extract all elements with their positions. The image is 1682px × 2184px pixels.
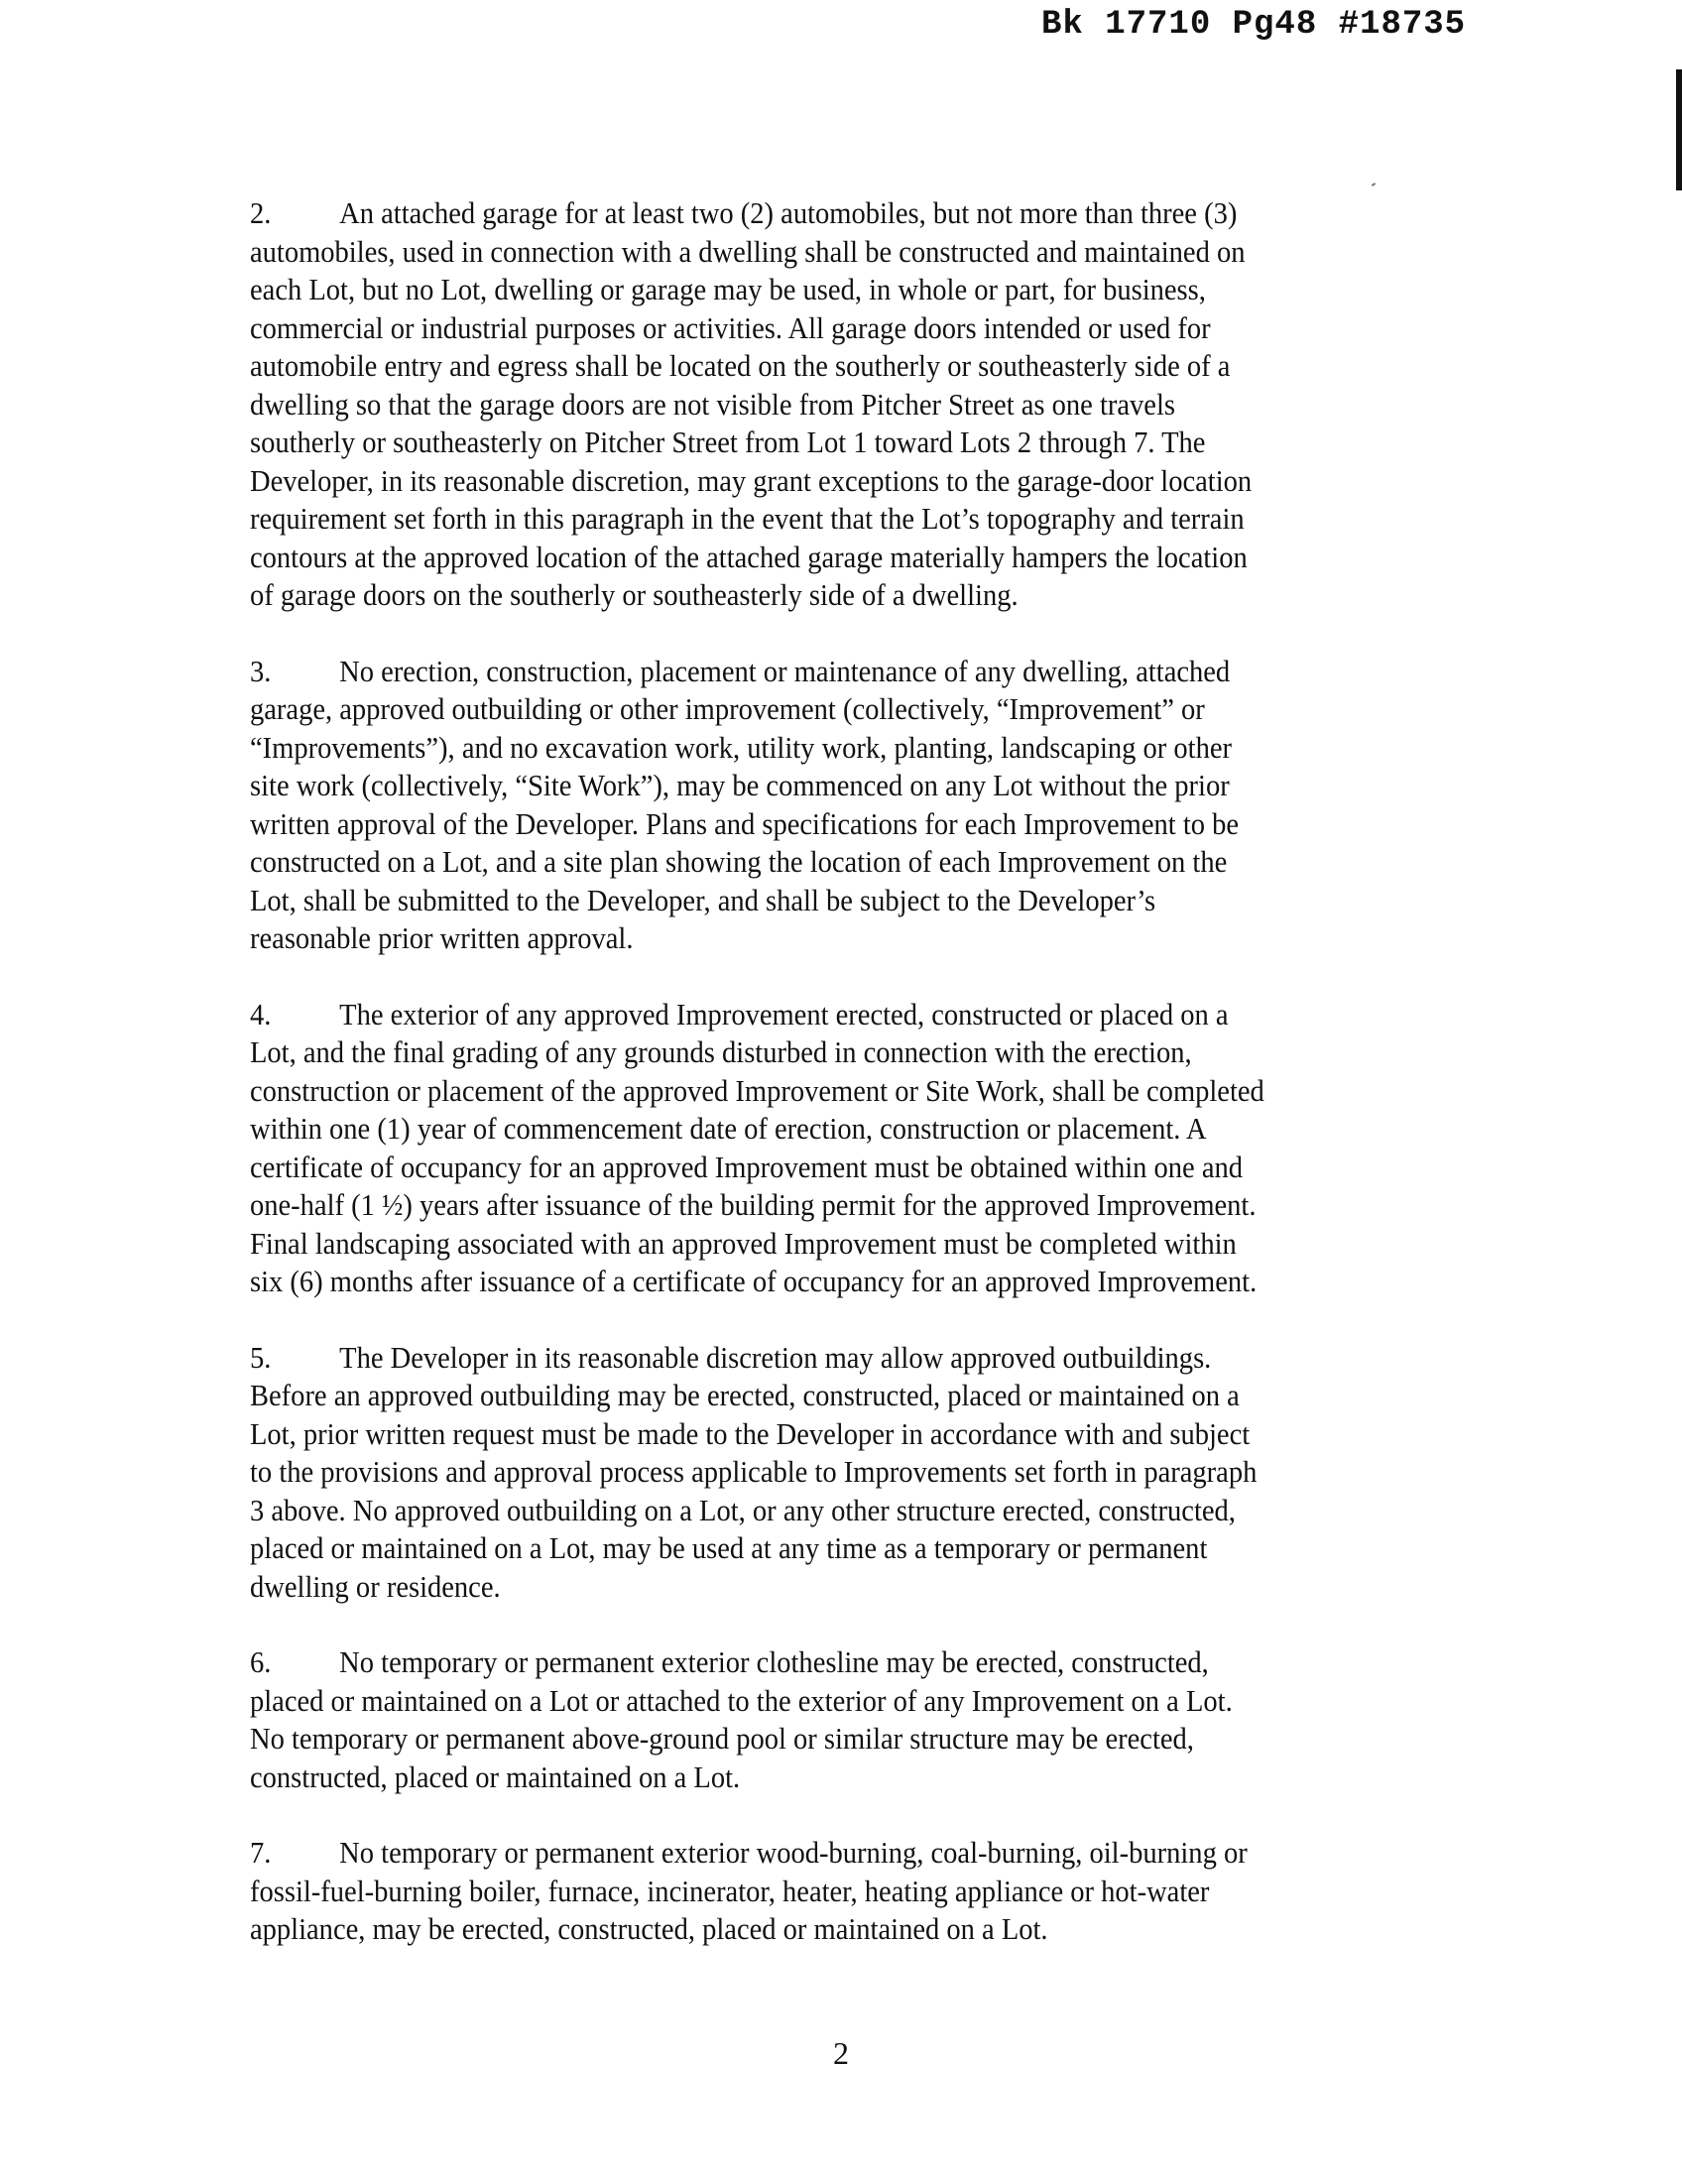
paragraph-number: 2. — [250, 195, 272, 230]
paragraph-line: No temporary or permanent exterior clothesline may be erected, constructed, — [339, 1644, 1209, 1679]
recording-stamp: Bk 17710 Pg48 #18735 — [1041, 6, 1467, 44]
scan-mark — [1372, 182, 1376, 186]
paragraph-number: 7. — [250, 1835, 272, 1870]
page-number: 2 — [833, 2035, 849, 2071]
paragraph-line: appliance, may be erected, constructed, placed or maintained on a Lot. — [250, 1911, 1048, 1946]
paragraph-line: one-half (1 ½) years after issuance of the building permit for the approved Improvement. — [250, 1187, 1257, 1222]
paragraph-3 — [250, 653, 1363, 958]
paragraph-line: construction or placement of the approved Improvement or Site Work, shall be completed — [250, 1072, 1264, 1108]
paragraph-line: Developer, in its reasonable discretion, may grant exceptions to the garage-door location — [250, 462, 1253, 498]
paragraph-line: dwelling so that the garage doors are not visible from Pitcher Street as one travels — [250, 386, 1175, 422]
paragraph-line: within one (1) year of commencement date of erection, construction or placement. A — [250, 1111, 1207, 1146]
paragraph-line: six (6) months after issuance of a certificate of occupancy for an approved Improvement. — [250, 1264, 1258, 1298]
paragraph-4 — [250, 996, 1363, 1301]
paragraph-line: No temporary or permanent above-ground pool or similar structure may be erected, — [250, 1721, 1194, 1756]
paragraph-line: commercial or industrial purposes or activities. All garage doors intended or used for — [250, 309, 1211, 345]
paragraph-line: No temporary or permanent exterior wood-burning, coal-burning, oil-burning or — [339, 1835, 1248, 1870]
paragraph-line: Before an approved outbuilding may be erected, constructed, placed or maintained on a — [250, 1378, 1240, 1412]
paragraph-line: automobile entry and egress shall be located on the southerly or southeasterly side of a — [250, 348, 1231, 383]
paragraph-line: dwelling or residence. — [250, 1568, 501, 1604]
paragraph-number: 4. — [250, 996, 272, 1031]
paragraph-line: southerly or southeasterly on Pitcher Street from Lot 1 toward Lots 2 through 7. The — [250, 425, 1206, 459]
paragraph-number: 3. — [250, 653, 272, 688]
paragraph-line: written approval of the Developer. Plans and specifications for each Improvement to be — [250, 805, 1240, 841]
paragraph-7 — [250, 1834, 1363, 1949]
paragraph-line: No erection, construction, placement or maintenance of any dwelling, attached — [339, 653, 1231, 688]
paragraph-line: The exterior of any approved Improvement erected, constructed or placed on a — [339, 996, 1229, 1031]
paragraph-line: constructed, placed or maintained on a Lot. — [250, 1759, 741, 1794]
paragraph-6 — [250, 1643, 1363, 1796]
paragraph-line: to the provisions and approval process applicable to Improvements set forth in paragraph — [250, 1454, 1258, 1489]
paragraph-line: The Developer in its reasonable discretion may allow approved outbuildings. — [339, 1339, 1212, 1375]
paragraph-line: placed or maintained on a Lot or attached to the exterior of any Improvement on a Lot. — [250, 1682, 1233, 1718]
paragraph-line: Lot, shall be submitted to the Developer, and shall be subject to the Developer’s — [250, 882, 1156, 917]
paragraph-number: 5. — [250, 1339, 272, 1375]
paragraph-line: of garage doors on the southerly or southeasterly side of a dwelling. — [250, 577, 1019, 612]
paragraph-line: An attached garage for at least two (2) automobiles, but not more than three (3) — [339, 195, 1238, 230]
paragraph-line: contours at the approved location of the attached garage materially hampers the location — [250, 539, 1248, 574]
paragraph-line: fossil-fuel-burning boiler, furnace, incinerator, heater, heating appliance or hot-water — [250, 1873, 1210, 1908]
paragraph-line: reasonable prior written approval. — [250, 920, 634, 955]
paragraph-line: placed or maintained on a Lot, may be used at any time as a temporary or permanent — [250, 1530, 1208, 1565]
paragraph-5 — [250, 1339, 1363, 1607]
paragraph-line: “Improvements”), and no excavation work, utility work, planting, landscaping or other — [250, 729, 1233, 765]
scan-edge-bar — [1676, 69, 1682, 190]
paragraph-2 — [250, 194, 1363, 615]
paragraph-line: 3 above. No approved outbuilding on a Lot, or any other structure erected, constructed, — [250, 1492, 1236, 1527]
paragraph-line: Lot, and the final grading of any grounds disturbed in connection with the erection, — [250, 1034, 1192, 1069]
paragraph-line: certificate of occupancy for an approved Improvement must be obtained within one and — [250, 1149, 1244, 1184]
paragraph-line: garage, approved outbuilding or other improvement (collectively, “Improvement” or — [250, 691, 1205, 726]
paragraph-number: 6. — [250, 1644, 272, 1679]
paragraph-line: Final landscaping associated with an approved Improvement must be completed within — [250, 1225, 1237, 1261]
paragraph-line: site work (collectively, “Site Work”), may be commenced on any Lot without the prior — [250, 768, 1230, 802]
paragraph-line: Lot, prior written request must be made to the Developer in accordance with and subject — [250, 1415, 1251, 1451]
paragraph-line: automobiles, used in connection with a dwelling shall be constructed and maintained on — [250, 233, 1246, 269]
document-body — [250, 194, 1363, 1987]
paragraph-line: requirement set forth in this paragraph in the event that the Lot’s topography and terrain — [250, 501, 1245, 536]
paragraph-line: each Lot, but no Lot, dwelling or garage may be used, in whole or part, for business, — [250, 272, 1206, 306]
paragraph-line: constructed on a Lot, and a site plan showing the location of each Improvement on the — [250, 844, 1228, 879]
